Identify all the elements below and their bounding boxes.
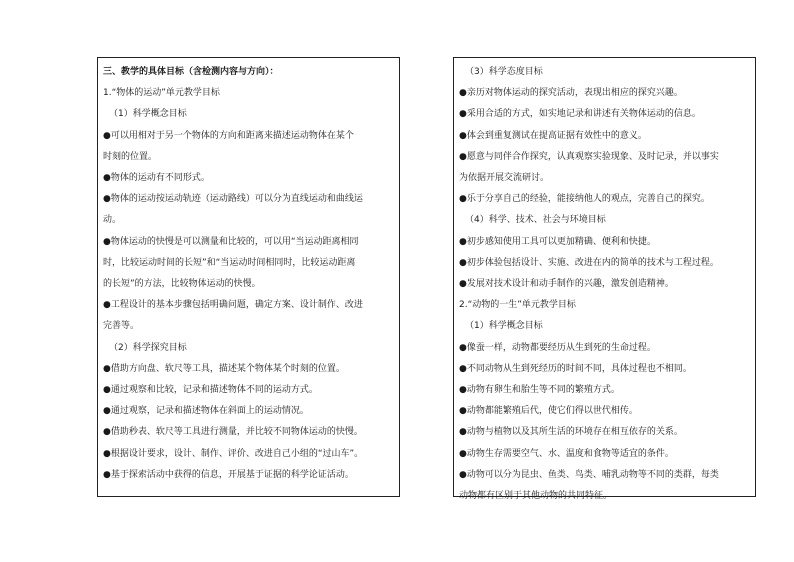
right-lines-8: ●初步感知使用工具可以更加精确、便利和快捷。 <box>459 236 656 247</box>
right-lines-11: 2.“动物的一生”单元教学目标 <box>459 300 576 311</box>
right-lines-14: ●不同动物从生到死经历的时间不同，具体过程也不相同。 <box>459 363 692 374</box>
right-lines-6: ●乐于分享自己的经验，能接纳他人的观点，完善自己的探究。 <box>459 194 710 205</box>
left-lines-2: （1）科学概念目标 <box>109 109 187 120</box>
left-lines-18: ●根据设计要求，设计、制作、评价、改进自己小组的“过山车”。 <box>103 448 364 459</box>
right-lines-2: ●采用合适的方式，如实地记录和讲述有关物体运动的信息。 <box>459 109 701 120</box>
left-lines-9: 时，比较运动时间的长短”和“当运动时间相同时，比较运动距离 <box>103 257 356 268</box>
right-column-box <box>453 57 756 502</box>
left-lines-11: ●工程设计的基本步骤包括明确问题，确定方案、设计制作、改进 <box>103 300 363 311</box>
right-lines-4: ●愿意与同伴合作探究，认真观察实验现象、及时记录，并以事实 <box>459 151 719 162</box>
left-lines-13: （2）科学探究目标 <box>109 342 187 353</box>
right-lines-19: ●动物可以分为昆虫、鱼类、鸟类、哺乳动物等不同的类群，每类 <box>459 469 719 480</box>
left-lines-7: 动。 <box>103 215 122 226</box>
left-lines-16: ●通过观察，记录和描述物体在斜面上的运动情况。 <box>103 406 309 417</box>
right-lines-5: 为依据开展交流研讨。 <box>459 173 550 184</box>
left-column-box <box>97 57 400 497</box>
left-lines-17: ●借助秒表、软尺等工具进行测量，并比较不同物体运动的快慢。 <box>103 427 363 438</box>
right-lines-3: ●体会到重复测试在提高证据有效性中的意义。 <box>459 130 647 141</box>
left-lines-3: ●可以用相对于另一个物体的方向和距离来描述运动物体在某个 <box>103 130 354 141</box>
right-lines-17: ●动物与植物以及其所生活的环境存在相互依存的关系。 <box>459 427 683 438</box>
left-lines-0: 三、教学的具体目标（含检测内容与方向）： <box>103 67 279 77</box>
right-lines-15: ●动物有卵生和胎生等不同的繁殖方式。 <box>459 385 620 396</box>
left-lines-5: ●物体的运动有不同形式。 <box>103 173 210 184</box>
right-lines-20: 动物都有区别于其他动物的共同特征。 <box>459 491 613 502</box>
left-lines-4: 时刻的位置。 <box>103 151 158 162</box>
left-lines-14: ●借助方向盘、软尺等工具，描述某个物体某个时刻的位置。 <box>103 363 345 374</box>
left-lines-15: ●通过观察和比较，记录和描述物体不同的运动方式。 <box>103 385 318 396</box>
right-lines-16: ●动物都能繁殖后代，使它们得以世代相传。 <box>459 406 638 417</box>
right-lines-1: ●亲历对物体运动的探究活动，表现出相应的探究兴趣。 <box>459 88 683 99</box>
left-lines-6: ●物体的运动按运动轨迹（运动路线）可以分为直线运动和曲线运 <box>103 194 363 205</box>
left-lines-8: ●物体运动的快慢是可以测量和比较的，可以用“当运动距离相同 <box>103 236 359 247</box>
right-lines-0: （3）科学态度目标 <box>465 67 543 77</box>
right-lines-9: ●初步体验包括设计、实施、改进在内的简单的技术与工程过程。 <box>459 257 719 268</box>
right-lines-13: ●像蚕一样，动物都要经历从生到死的生命过程。 <box>459 342 656 353</box>
left-lines-10: 的长短”的方法，比较物体运动的快慢。 <box>103 279 261 290</box>
left-lines-12: 完善等。 <box>103 321 140 332</box>
right-lines-12: （1）科学概念目标 <box>465 321 543 332</box>
right-lines-7: （4）科学、技术、社会与环境目标 <box>465 215 606 226</box>
left-lines-19: ●基于探索活动中获得的信息，开展基于证据的科学论证活动。 <box>103 469 354 480</box>
right-lines-10: ●发展对技术设计和动手制作的兴趣，激发创造精神。 <box>459 279 674 290</box>
right-lines-18: ●动物生存需要空气、水、温度和食物等适宜的条件。 <box>459 448 674 459</box>
left-lines-1: 1.“物体的运动”单元教学目标 <box>103 88 220 99</box>
